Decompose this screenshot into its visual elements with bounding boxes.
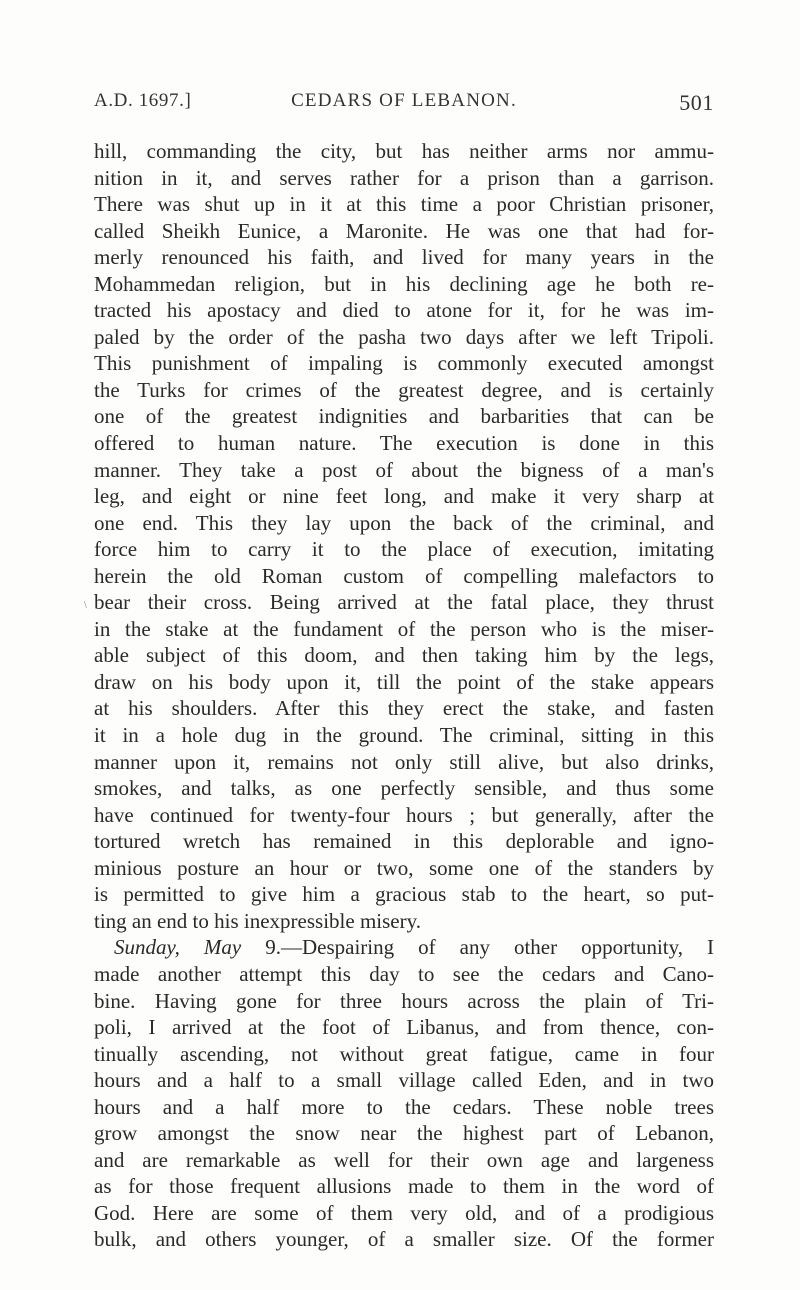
text-line: hill, commanding the city, but has neither arms nor ammu-	[94, 139, 714, 163]
text-line: leg, and eight or nine feet long, and make it very sharp at	[94, 484, 714, 509]
text-line: nition in it, and serves rather for a prison than a garrison.	[94, 165, 714, 190]
text-line: as for those frequent allusions made to them in the word of	[94, 1174, 714, 1199]
text-line: tortured wretch has remained in this deplorable and igno-	[94, 829, 714, 854]
text-line: bear their cross. Being arrived at the fatal place, they thrust	[94, 590, 714, 615]
text-line: poli, I arrived at the foot of Libanus, and from thence, con-	[94, 1015, 714, 1040]
body-text	[94, 138, 714, 1253]
text-line: This punishment of impaling is commonly executed amongst	[94, 351, 714, 376]
text-line: hours and a half to a small village called Eden, and in two	[94, 1068, 714, 1093]
text-line: minious posture an hour or two, some one of the standers by	[94, 855, 714, 880]
text-line: ting an end to his inexpressible misery.	[94, 908, 421, 933]
running-head	[94, 90, 714, 120]
entry-text: 9.—Despairing of any other opportunity, I	[241, 935, 714, 960]
header-date: A.D. 1697.]	[94, 90, 192, 111]
text-line: bulk, and others younger, of a smaller size. Of the former	[94, 1227, 714, 1252]
text-line: bine. Having gone for three hours across the plain of Tri-	[94, 988, 714, 1013]
text-line: smokes, and talks, as one perfectly sensible, and thus some	[94, 776, 714, 801]
text-line: tinually ascending, not without great fatigue, came in four	[94, 1041, 714, 1066]
text-line: able subject of this doom, and then taking him by the legs,	[94, 643, 714, 668]
text-line: in the stake at the fundament of the person who is the miser-	[94, 616, 714, 641]
text-line: tracted his apostacy and died to atone for it, for he was im-	[94, 298, 714, 323]
text-line: draw on his body upon it, till the point of the stake appears	[94, 669, 714, 694]
text-line: one of the greatest indignities and barbarities that can be	[94, 404, 714, 429]
margin-tick-mark: \	[84, 600, 87, 611]
page-number: 501	[679, 90, 714, 115]
text-line: it in a hole dug in the ground. The criminal, sitting in this	[94, 723, 714, 748]
text-line: herein the old Roman custom of compelling malefactors to	[94, 563, 714, 588]
text-line: one end. This they lay upon the back of the criminal, and	[94, 510, 714, 535]
text-line: force him to carry it to the place of execution, imitating	[94, 537, 714, 562]
text-line: called Sheikh Eunice, a Maronite. He was one that had for-	[94, 218, 714, 243]
text-line: made another attempt this day to see the cedars and Cano-	[94, 961, 714, 986]
text-line: have continued for twenty-four hours ; but generally, after the	[94, 802, 714, 827]
text-line: Mohammedan religion, but in his declining age he both re-	[94, 271, 714, 296]
text-line: paled by the order of the pasha two days after we left Tripoli.	[94, 324, 714, 349]
diary-entry-line	[94, 934, 714, 961]
text-line: merly renounced his faith, and lived for many years in the	[94, 245, 714, 270]
text-line: manner. They take a post of about the bigness of a man's	[94, 457, 714, 482]
text-line: is permitted to give him a gracious stab to the heart, so put-	[94, 882, 714, 907]
entry-date: Sunday, May	[114, 935, 242, 960]
text-line: and are remarkable as well for their own age and largeness	[94, 1147, 714, 1172]
text-line: grow amongst the snow near the highest part of Lebanon,	[94, 1121, 714, 1146]
text-line: offered to human nature. The execution is done in this	[94, 431, 714, 456]
text-line: hours and a half more to the cedars. These noble trees	[94, 1094, 714, 1119]
text-line: manner upon it, remains not only still alive, but also drinks,	[94, 749, 714, 774]
text-line: There was shut up in it at this time a poor Christian prisoner,	[94, 192, 714, 217]
text-line: the Turks for crimes of the greatest degree, and is certainly	[94, 377, 714, 402]
text-line: at his shoulders. After this they erect the stake, and fasten	[94, 696, 714, 721]
text-line: God. Here are some of them very old, and of a prodigious	[94, 1200, 714, 1225]
header-title: CEDARS OF LEBANON.	[291, 90, 517, 111]
